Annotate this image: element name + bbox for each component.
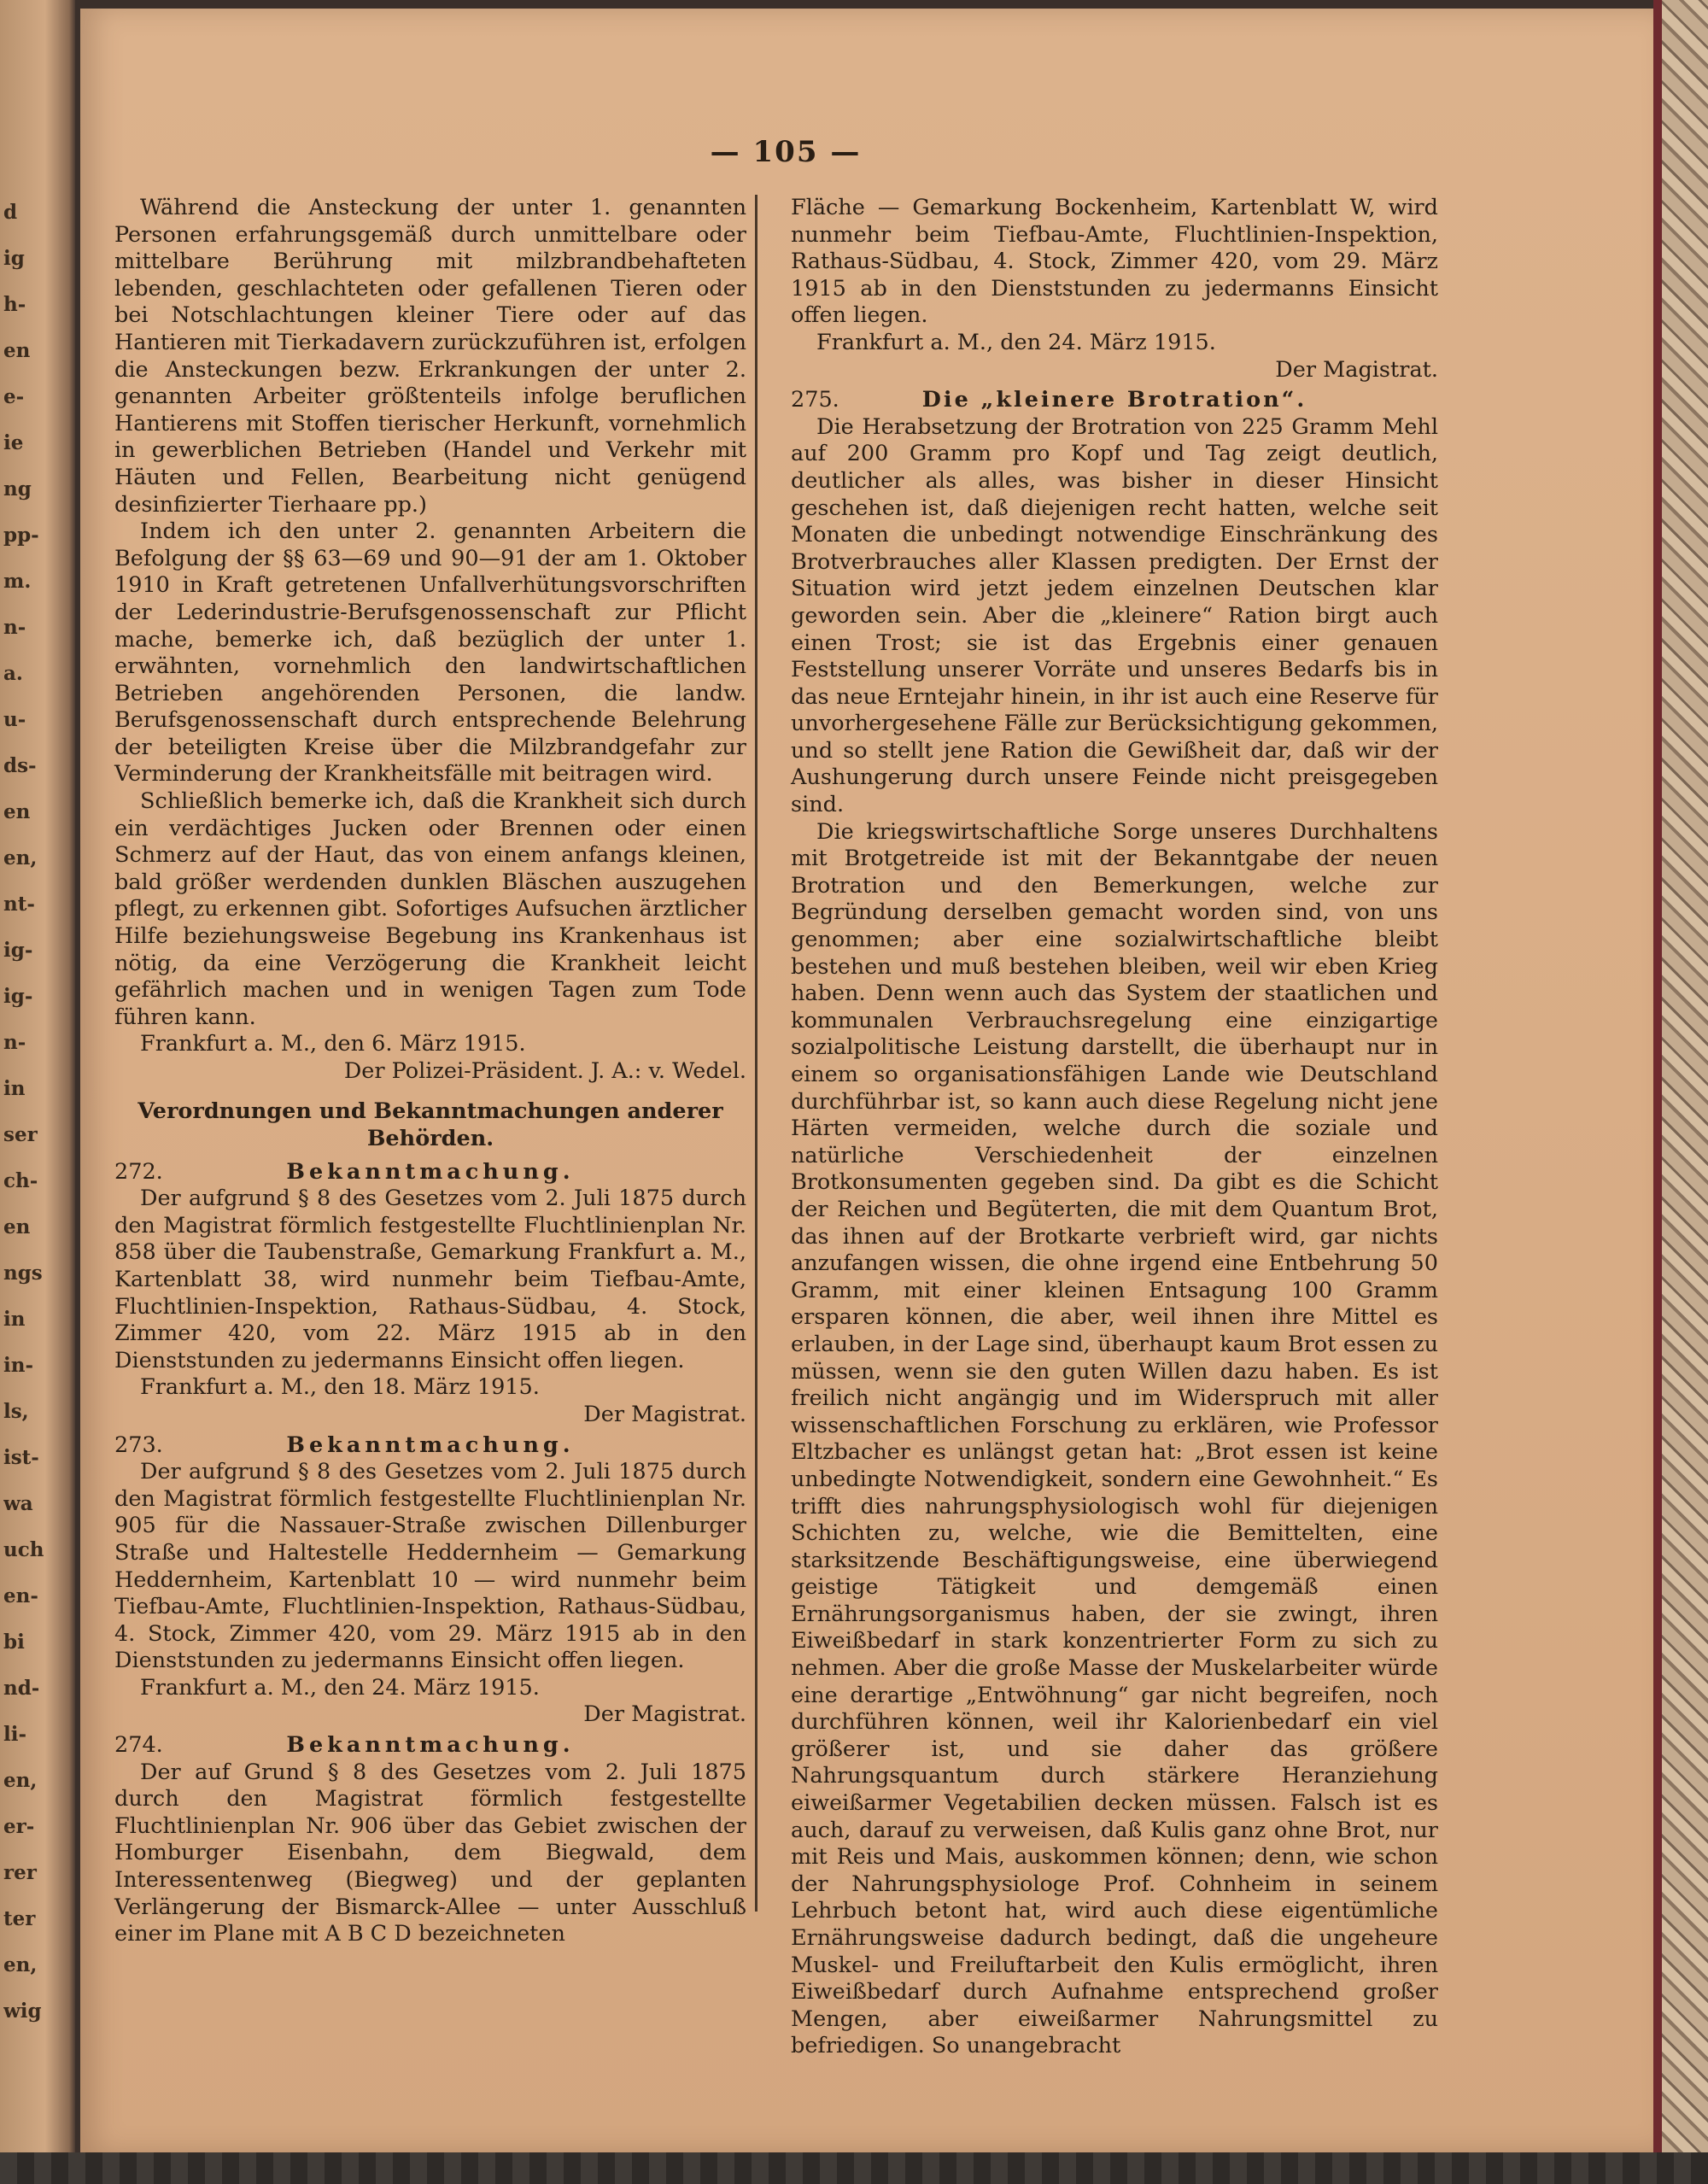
left-page-fragment: in- (3, 1354, 34, 1377)
left-page-fragment: ds- (3, 754, 37, 777)
section-heading: Verordnungen und Bekanntmachungen anderer Behörden. (137, 1098, 723, 1151)
left-page-fragment: h- (3, 293, 26, 316)
left-page-fragment: bi (3, 1631, 25, 1654)
left-page-fragment: en, (3, 1953, 38, 1976)
left-page-fragment: en- (3, 1584, 38, 1607)
left-page-fragment: ig- (3, 939, 33, 962)
notice-title: Die „kleinere Brotration“. (921, 387, 1307, 413)
left-page-fragment: rer (3, 1861, 37, 1884)
notice-text: Der auf Grund § 8 des Gesetzes vom 2. Juli 1875 durch den Magistrat förmlich festgestellte Fluchtlinienplan Nr. 906 über das Gebiet zwischen der Homburger Eisenbahn, dem Biegwald, dem Interessentenweg (Biegweg) und der geplanten Verlängerung der Bismarck-Allee — unter Ausschluß einer im Plane mit A B C D bezeichneten (114, 1759, 746, 1947)
left-page-fragment: n- (3, 1031, 26, 1054)
notice-number: 272. (114, 1158, 163, 1185)
left-page-fragment: ie (3, 431, 24, 454)
left-page-fragment: pp- (3, 524, 39, 547)
book-cover-bottom (0, 2152, 1708, 2184)
notice-heading (114, 1432, 746, 1460)
left-page-fragment: nd- (3, 1677, 40, 1700)
left-page-fragment: en (3, 1215, 31, 1238)
left-page-fragment: wig (3, 2000, 42, 2023)
page-number: — 105 — (710, 135, 862, 169)
paragraph: Schließlich bemerke ich, daß die Krankheit sich durch ein verdächtiges Jucken oder Brennen oder einen Schmerz auf der Haut, das von einem anfangs kleinen, bald größer werdenden dunklen Bläschen auszugehen pflegt, zu erkennen gibt. Sofortiges Aufsuchen ärztlicher Hilfe beziehungsweise Begebung ins Krankenhaus ist nötig, da eine Verzögerung die Krankheit leicht gefährlich machen und in wenigen Tagen zum Tode führen kann. (114, 788, 746, 1030)
left-page-fragment: ig- (3, 985, 33, 1008)
left-page-fragment: a. (3, 662, 23, 685)
left-page-fragment: ch- (3, 1169, 38, 1192)
notice-title: Bekanntmachung. (286, 1158, 575, 1185)
left-page-fragment: d (3, 201, 18, 224)
left-page-fragment: en (3, 800, 31, 823)
left-page-fragment: n- (3, 616, 26, 639)
left-page-edge (0, 0, 75, 2184)
right-column (791, 195, 1438, 2060)
notice-heading (114, 1732, 746, 1759)
left-page-fragment: ist- (3, 1446, 39, 1469)
left-page-fragment: wa (3, 1492, 33, 1515)
left-page-fragment: ls, (3, 1400, 29, 1423)
left-page-fragment: nt- (3, 893, 35, 916)
left-page-fragment: ig (3, 247, 25, 270)
left-page-fragment: in (3, 1077, 26, 1100)
notice-number: 274. (114, 1732, 163, 1759)
notice-text: Fläche — Gemarkung Bockenheim, Kartenblatt W, wird nunmehr beim Tiefbau-Amte, Fluchtlinien-Inspektion, Rathaus-Südbau, 4. Stock, Zimmer 420, vom 29. März 1915 ab in den Dienststunden zu jedermanns Einsicht offen liegen. (791, 195, 1438, 329)
left-page-fragment: ter (3, 1907, 36, 1930)
left-page-fragment: u- (3, 708, 26, 731)
left-page-fragment: ser (3, 1123, 38, 1146)
left-page-fragment: en, (3, 846, 38, 870)
left-page-fragment: e- (3, 385, 25, 408)
notice-text: Der aufgrund § 8 des Gesetzes vom 2. Juli 1875 durch den Magistrat förmlich festgestellte Fluchtlinienplan Nr. 905 für die Nassauer-Straße zwischen Dillenburger Straße und Haltestelle Heddernheim — Gemarkung Heddernheim, Kartenblatt 10 — wird nunmehr beim Tiefbau-Amte, Fluchtlinien-Inspektion, Rathaus-Südbau, 4. Stock, Zimmer 420, vom 29. März 1915 ab in den Dienststunden zu jedermanns Einsicht offen liegen. (114, 1459, 746, 1674)
signature: Der Polizei-Präsident. J. A.: v. Wedel. (343, 1058, 746, 1084)
date-line: Frankfurt a. M., den 18. März 1915. (140, 1374, 540, 1401)
paragraph: Während die Ansteckung der unter 1. genannten Personen erfahrungsgemäß durch unmittelbare oder mittelbare Berührung mit milzbrandbehafteten lebenden, geschlachteten oder gefallenen Tieren oder bei Notschlachtungen kleiner Tiere oder auf das Hantieren mit Tierkadavern zurückzuführen ist, erfolgen die Ansteckungen bezw. Erkrankungen der unter 2. genannten Arbeiter größtenteils infolge beruflichen Hantierens mit Stoffen tierischer Herkunft, vornehmlich in gewerblichen Betrieben (Handel und Verkehr mit Häuten und Fellen, Bearbeitung nicht genügend desinfizierter Tierhaare pp.) (114, 195, 746, 518)
signature: Der Magistrat. (1275, 356, 1438, 383)
date-line: Frankfurt a. M., den 24. März 1915. (816, 329, 1216, 355)
column-divider (755, 195, 757, 1912)
left-column (114, 195, 746, 1948)
left-page-fragment: li- (3, 1723, 27, 1746)
left-page-fragment: ngs (3, 1262, 43, 1285)
paragraph: Die Herabsetzung der Brotration von 225 Gramm Mehl auf 200 Gramm pro Kopf und Tag zeigt deutlich, deutlicher als alles, was bisher in dieser Hinsicht geschehen ist, daß diejenigen recht hatten, welche seit Monaten die unbedingt notwendige Einschränkung des Brotverbrauches aller Klassen predigten. Der Ernst der Situation wird jetzt jedem einzelnen Deutschen klar geworden sein. Aber die „kleinere“ Ration birgt auch einen Trost; sie ist das Ergebnis einer genauen Feststellung unserer Vorräte und unseres Bedarfs bis in das neue Erntejahr hinein, in ihr ist auch eine Reserve für unvorhergesehene Fälle zur Berücksichtigung gekommen, und so stellt jene Ration die Gewißheit dar, daß wir der Aushungerung durch unsere Feinde nicht preisgegeben sind. (791, 413, 1438, 818)
left-page-fragment: en (3, 339, 31, 362)
left-page-fragment: uch (3, 1538, 44, 1561)
left-page-fragment: in (3, 1308, 26, 1331)
notice-text: Der aufgrund § 8 des Gesetzes vom 2. Juli 1875 durch den Magistrat förmlich festgestellte Fluchtlinienplan Nr. 858 über die Taubenstraße, Gemarkung Frankfurt a. M., Kartenblatt 38, wird nunmehr beim Tiefbau-Amte, Fluchtlinien-Inspektion, Rathaus-Südbau, 4. Stock, Zimmer 420, vom 22. März 1915 ab in den Dienststunden zu jedermanns Einsicht offen liegen. (114, 1186, 746, 1373)
notice-heading (114, 1159, 746, 1186)
date-line: Frankfurt a. M., den 6. März 1915. (140, 1031, 526, 1057)
date-line: Frankfurt a. M., den 24. März 1915. (140, 1674, 540, 1701)
notice-number: 275. (791, 387, 839, 413)
left-page-fragment: ng (3, 477, 32, 501)
left-page-fragment: er- (3, 1815, 35, 1838)
signature: Der Magistrat. (583, 1701, 746, 1728)
notice-title: Bekanntmachung. (286, 1732, 575, 1759)
left-page-fragment: en, (3, 1769, 38, 1792)
book-cover-right (1653, 0, 1708, 2184)
notice-heading (791, 387, 1438, 414)
notice-title: Bekanntmachung. (286, 1432, 575, 1458)
paragraph: Indem ich den unter 2. genannten Arbeitern die Befolgung der §§ 63—69 und 90—91 der am 1. Oktober 1910 in Kraft getretenen Unfallverhütungsvorschriften der Lederindustrie-Berufsgenossenschaft zur Pflicht mache, bemerke ich, daß bezüglich der unter 1. erwähnten, vornehmlich den landwirtschaftlichen Betrieben angehörenden Personen, die landw. Berufsgenossenschaft durch entsprechende Belehrung der beteiligten Kreise über die Milzbrandgefahr zur Verminderung der Krankheitsfälle mit beitragen wird. (114, 518, 746, 788)
notice-number: 273. (114, 1432, 163, 1458)
left-page-fragment: m. (3, 570, 32, 593)
signature: Der Magistrat. (583, 1401, 746, 1427)
paragraph: Die kriegswirtschaftliche Sorge unseres Durchhaltens mit Brotgetreide ist mit der Bekanntgabe der neuen Brotration und den Bemerkungen, welche zur Begründung derselben gemacht worden sind, von uns genommen; aber eine sozialwirtschaftliche bleibt bestehen und muß bestehen bleiben, weil wir eben Krieg haben. Denn wenn auch das System der staatlichen und kommunalen Verbrauchsregelung eine einzigartige sozialpolitische Leistung darstellt, die überhaupt nur in einem so organisationsfähigen Lande wie Deutschland durchführbar ist, so kann auch diese Regelung nicht jene Härten vermeiden, welche durch die soziale und natürliche Verschiedenheit der einzelnen Brotkonsumenten gegeben sind. Da gibt es die Schicht der Reichen und Begüterten, die mit dem Quantum Brot, das ihnen auf der Brotkarte verbrieft wird, gar nichts anzufangen wissen, die ohne irgend eine Entbehrung 50 Gramm, mit einer kleinen Entsagung 100 Gramm ersparen können, die aber, weil ihnen ihre Mittel es erlauben, in der Lage sind, überhaupt kaum Brot essen zu müssen, wenn sie den guten Willen dazu haben. Es ist freilich nicht angängig und im Widerspruch mit aller wissenschaftlichen Forschung zu erklären, wie Professor Eltzbacher es unlängst getan hat: „Brot essen ist keine unbedingte Notwendigkeit, sondern eine Gewohnheit.“ Es trifft dies nahrungsphysiologisch wohl für diejenigen Schichten zu, welche, wie die Bemittelten, eine starksitzende Beschäftigungsweise, eine überwiegend geistige Tätigkeit und demgemäß einen Ernährungsorganismus haben, der sie zwingt, ihren Eiweißbedarf in stark konzentrierter Form zu sich zu nehmen. Aber die große Masse der Muskelarbeiter würde eine derartige „Entwöhnung“ gar nicht begreifen, noch durchführen können, weil ihr Kalorienbedarf ein viel größerer ist, und sie daher das größere Nahrungsquantum durch stärkere Heranziehung eiweißarmer Vegetabilien decken müssen. Falsch ist es auch, darauf zu verweisen, daß Kulis ganz ohne Brot, nur mit Reis und Mais, auskommen können; denn, wie schon der Nahrungsphysiologe Prof. Cohnheim in seinem Lehrbuch betont hat, wird auch diese eigentümliche Ernährungsweise dadurch bedingt, daß die ungeheure Muskel- und Freiluftarbeit den Kulis ermöglicht, ihren Eiweißbedarf durch Aufnahme entsprechend großer Mengen, aber eiweißarmer Nahrungsmittel zu befriedigen. So unangebracht (791, 818, 1438, 2059)
